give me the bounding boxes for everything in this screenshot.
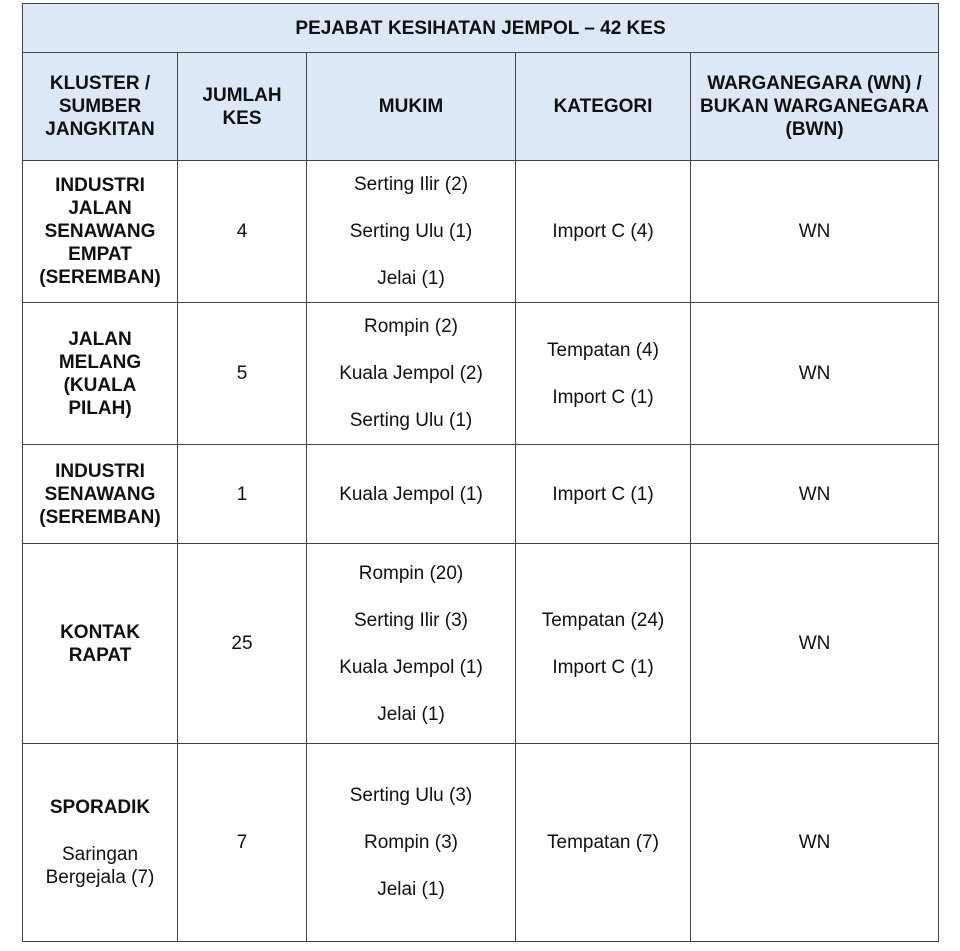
- kategori-cell: [516, 544, 691, 744]
- mukim-cell: [307, 161, 516, 303]
- header-kluster: KLUSTER / SUMBER JANGKITAN: [23, 53, 178, 161]
- header-kategori: KATEGORI: [516, 53, 691, 161]
- table-row: [23, 303, 939, 445]
- kluster-cell: KONTAK RAPAT: [23, 544, 178, 744]
- mukim-item: Jelai (1): [377, 268, 445, 289]
- kluster-cell: [23, 744, 178, 942]
- mukim-item: Serting Ulu (1): [349, 221, 473, 242]
- kategori-cell: [516, 744, 691, 942]
- jumlah-cell: 1: [178, 445, 307, 544]
- mukim-cell: [307, 303, 516, 445]
- mukim-item: Kuala Jempol (1): [339, 656, 483, 678]
- header-mukim: MUKIM: [307, 53, 516, 161]
- jumlah-cell: 7: [178, 744, 307, 942]
- table-row: [23, 161, 939, 303]
- jumlah-cell: 4: [178, 161, 307, 303]
- wn-cell: WN: [691, 744, 939, 942]
- kategori-item: Tempatan (7): [547, 832, 659, 853]
- mukim-item: Rompin (3): [364, 832, 458, 853]
- kluster-cell: JALAN MELANG (KUALA PILAH): [23, 303, 178, 445]
- mukim-item: Jelai (1): [377, 879, 445, 900]
- table-title: PEJABAT KESIHATAN JEMPOL – 42 KES: [23, 4, 939, 53]
- wn-cell: WN: [691, 544, 939, 744]
- kategori-cell: [516, 161, 691, 303]
- table-row: [23, 744, 939, 942]
- mukim-item: Kuala Jempol (1): [339, 483, 483, 505]
- cases-table: [22, 3, 939, 942]
- mukim-item: Serting Ulu (1): [349, 410, 473, 431]
- wn-cell: WN: [691, 445, 939, 544]
- kategori-item: Tempatan (24): [541, 609, 665, 631]
- kluster-label: SPORADIK: [49, 797, 151, 818]
- mukim-cell: [307, 544, 516, 744]
- header-warganegara: WARGANEGARA (WN) / BUKAN WARGANEGARA (BWN): [691, 53, 939, 161]
- kategori-item: Import C (1): [552, 386, 654, 408]
- mukim-item: Serting Ilir (3): [353, 609, 469, 631]
- kluster-sub-label: Saringan Bergejala (7): [45, 844, 155, 888]
- kluster-cell: INDUSTRI SENAWANG (SEREMBAN): [23, 445, 178, 544]
- kategori-cell: [516, 303, 691, 445]
- mukim-item: Rompin (20): [358, 562, 464, 584]
- table-row: [23, 445, 939, 544]
- table-row: [23, 544, 939, 744]
- mukim-cell: [307, 744, 516, 942]
- mukim-item: Jelai (1): [377, 703, 445, 725]
- kategori-item: Import C (1): [552, 656, 654, 678]
- mukim-item: Kuala Jempol (2): [339, 363, 483, 384]
- kategori-item: Import C (4): [552, 221, 654, 242]
- kategori-item: Import C (1): [552, 483, 654, 505]
- kategori-cell: [516, 445, 691, 544]
- wn-cell: WN: [691, 303, 939, 445]
- jumlah-cell: 25: [178, 544, 307, 744]
- wn-cell: WN: [691, 161, 939, 303]
- kluster-cell: INDUSTRI JALAN SENAWANG EMPAT (SEREMBAN): [23, 161, 178, 303]
- jumlah-cell: 5: [178, 303, 307, 445]
- mukim-item: Rompin (2): [364, 316, 458, 337]
- header-jumlah: JUMLAH KES: [178, 53, 307, 161]
- kategori-item: Tempatan (4): [547, 339, 659, 361]
- mukim-item: Serting Ilir (2): [353, 174, 469, 195]
- mukim-item: Serting Ulu (3): [349, 785, 473, 806]
- mukim-cell: [307, 445, 516, 544]
